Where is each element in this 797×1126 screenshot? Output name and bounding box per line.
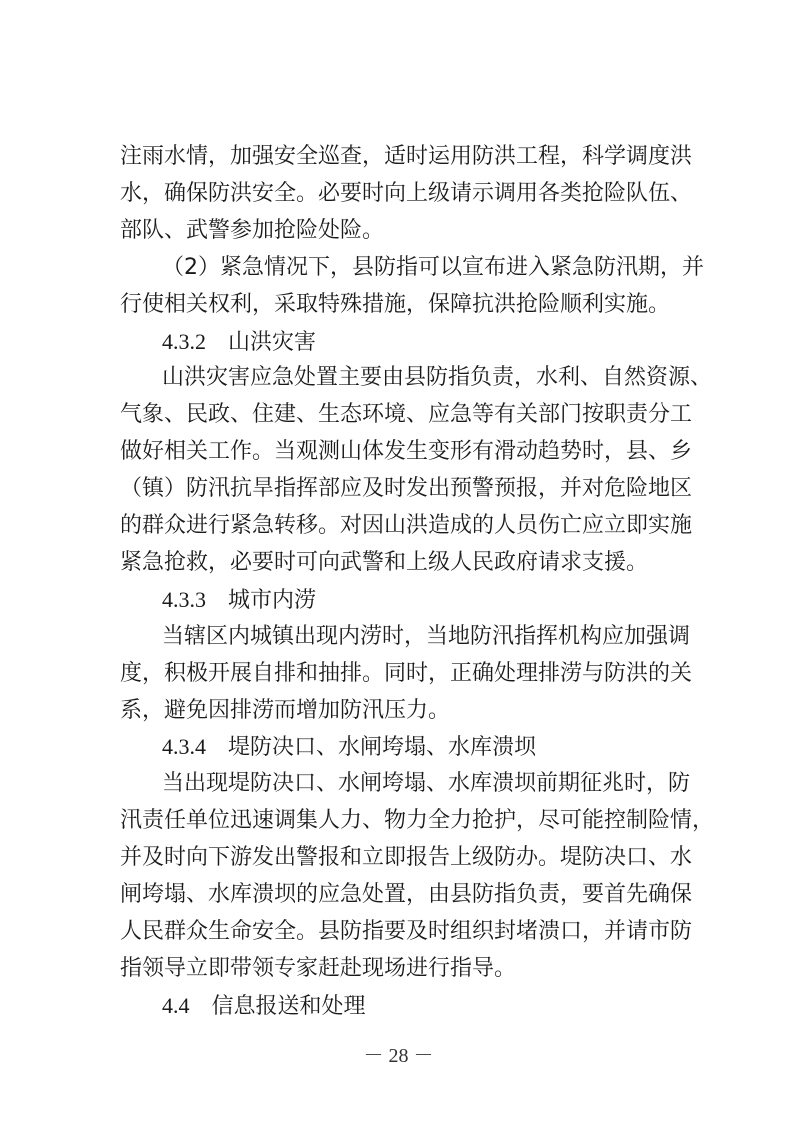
section-title: 山洪灾害 xyxy=(228,330,317,355)
body-line: 系，避免因排涝而增加防汛压力。 xyxy=(120,698,451,723)
body-line: 并及时向下游发出警报和立即报告上级防办。堤防决口、水 xyxy=(120,845,693,870)
section-number: 4.3.2 xyxy=(162,329,206,354)
section-title: 堤防决口、水闸垮塌、水库溃坝 xyxy=(228,735,537,760)
body-line: 的群众进行紧急转移。对因山洪造成的人员伤亡应立即实施 xyxy=(120,513,693,538)
section-heading-4-4 xyxy=(162,991,366,1022)
section-heading-4-3-3 xyxy=(162,585,316,616)
body-line: （镇）防汛抗旱指挥部应及时发出预警预报，并对危险地区 xyxy=(120,476,693,501)
section-number: 4.3.3 xyxy=(162,587,206,612)
section-heading-4-3-2 xyxy=(162,327,316,358)
body-line: 指领导立即带领专家赶赴现场进行指导。 xyxy=(120,956,517,981)
body-line: 汛责任单位迅速调集人力、物力全力抢护，尽可能控制险情， xyxy=(120,808,715,833)
body-line: 当辖区内城镇出现内涝时，当地防汛指挥机构应加强调 xyxy=(162,624,691,649)
body-line: 做好相关工作。当观测山体发生变形有滑动趋势时，县、乡 xyxy=(120,439,693,464)
page-number: － 28 － xyxy=(363,1045,434,1067)
section-number: 4.4 xyxy=(162,993,190,1018)
body-line: 紧急抢救，必要时可向武警和上级人民政府请求支援。 xyxy=(120,550,649,575)
body-line: 人民群众生命安全。县防指要及时组织封堵溃口，并请市防 xyxy=(120,919,693,944)
body-line: （2）紧急情况下，县防指可以宣布进入紧急防汛期，并 xyxy=(162,255,704,280)
body-line: 闸垮塌、水库溃坝的应急处置，由县防指负责，要首先确保 xyxy=(120,882,693,907)
body-line: 行使相关权利，采取特殊措施，保障抗洪抢险顺利实施。 xyxy=(120,292,671,317)
body-line: 气象、民政、住建、生态环境、应急等有关部门按职责分工 xyxy=(120,402,693,427)
body-line: 部队、武警参加抢险处险。 xyxy=(120,218,385,243)
section-heading-4-3-4 xyxy=(162,732,536,763)
body-line: 度，积极开展自排和抽排。同时，正确处理排涝与防洪的关 xyxy=(120,661,693,686)
section-title: 城市内涝 xyxy=(228,588,317,613)
section-number: 4.3.4 xyxy=(162,734,206,759)
body-line: 水，确保防洪安全。必要时向上级请示调用各类抢险队伍、 xyxy=(120,181,693,206)
body-line: 注雨水情，加强安全巡查，适时运用防洪工程，科学调度洪 xyxy=(120,144,693,169)
section-title: 信息报送和处理 xyxy=(211,994,366,1019)
body-line: 当出现堤防决口、水闸垮塌、水库溃坝前期征兆时，防 xyxy=(162,771,691,796)
body-line: 山洪灾害应急处置主要由县防指负责，水利、自然资源、 xyxy=(162,365,713,390)
